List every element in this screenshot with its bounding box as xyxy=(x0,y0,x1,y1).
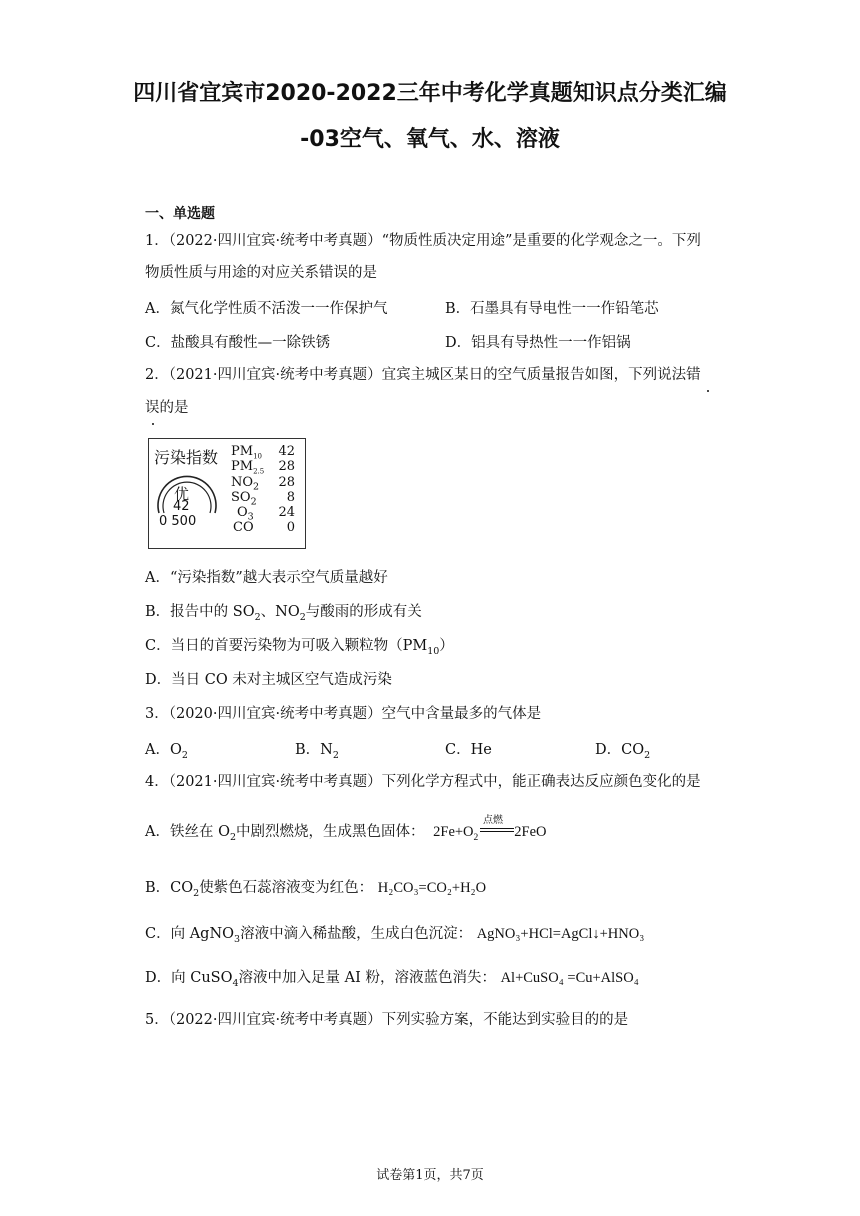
q4-stem: 4．（2021·四川宜宾·统考中考真题）下列化学方程式中，能正确表达反应颜色变化的是 xyxy=(145,774,701,790)
q4-option-a: A．铁丝在 $O_2$中剧烈燃烧，生成黑色固体： $2Fe+O_2$ 2FeO xyxy=(145,824,547,843)
pollutant-list xyxy=(231,444,301,536)
q2-option-d: D．当日 CO 未对主城区空气造成污染 xyxy=(145,672,392,688)
q2-option-a: A．“污染指数”越大表示空气质量越好 xyxy=(145,570,388,586)
section-heading: 一、单选题 xyxy=(145,206,215,222)
q1-option-b: B．石墨具有导电性一一作铅笔芯 xyxy=(445,301,659,317)
q3-option-a: A．$O_2$ xyxy=(145,742,188,761)
q1-option-d: D．铝具有导热性一一作铝锅 xyxy=(445,335,631,351)
q4-option-c: C．向 AgNO$_3$溶液中滴入稀盐酸，生成白色沉淀： AgNO₃+HCl=AgCl↓+HNO₃ xyxy=(145,926,645,945)
equation-bar xyxy=(480,828,514,829)
equation-d: Al+CuSO₄ =Cu+AlSO₄ xyxy=(500,970,639,986)
page-footer: 试卷第1页，共7页 xyxy=(376,1168,484,1183)
q1-option-a: A．氮气化学性质不活泼一一作保护气 xyxy=(145,301,388,317)
q1-stem-line-1: 1．（2022·四川宜宾·统考中考真题）“物质性质决定用途”是重要的化学观念之一。下列 xyxy=(145,233,701,249)
equation-b: H₂CO₃=CO₂+H₂O xyxy=(377,880,487,896)
q4-option-b: B．$CO_2$使紫色石蕊溶液变为红色： H₂CO₃=CO₂+H₂O xyxy=(145,880,487,899)
q1-stem-line-2: 物质性质与用途的对应关系错误的是 xyxy=(145,265,377,281)
pollutant-row: CO 0 xyxy=(233,520,295,536)
q3-option-b: B．$N_2$ xyxy=(295,742,339,761)
pollutant-row: $NO_2$ 28 xyxy=(231,474,295,493)
aqi-value: 42 xyxy=(173,499,190,514)
equation-bar xyxy=(480,831,514,832)
q1-option-c: C．盐酸具有酸性—一除铁锈 xyxy=(145,335,331,351)
emphasis-dot xyxy=(707,390,709,392)
pollution-index-label: 污染指数 xyxy=(154,448,219,467)
air-quality-report xyxy=(148,438,306,549)
q3-option-d: D．$CO_2$ xyxy=(595,742,651,761)
reaction-condition: 点燃 xyxy=(483,815,503,826)
q3-option-c: C．He xyxy=(445,742,492,758)
equation-c: AgNO₃+HCl=AgCl↓+HNO₃ xyxy=(476,926,645,942)
q2-stem-line-2: 误的是 xyxy=(145,400,189,416)
q3-stem: 3．（2020·四川宜宾·统考中考真题）空气中含量最多的气体是 xyxy=(145,706,542,722)
q2-option-c: C．当日的首要污染物为可吸入颗粒物$(PM_{10})$ xyxy=(145,638,454,657)
aqi-range: 0 500 xyxy=(159,514,197,529)
q2-option-b: B．报告中的 $SO_2$、$NO_2$与酸雨的形成有关 xyxy=(145,604,422,623)
q4-option-d: D．向 CuSO$_4$溶液中加入足量 AI 粉，溶液蓝色消失： Al+CuSO₄ =Cu+AlSO₄ xyxy=(145,970,639,989)
pollutant-row: $PM_{2.5}$ 28 xyxy=(231,459,295,476)
q2-stem-line-1: 2．（2021·四川宜宾·统考中考真题）宜宾主城区某日的空气质量报告如图，下列说法错 xyxy=(145,367,701,383)
q5-stem: 5．（2022·四川宜宾·统考中考真题）下列实验方案，不能达到实验目的的是 xyxy=(145,1012,629,1028)
document-title-line-1: 四川省宜宾市2020-2022三年中考化学真题知识点分类汇编 xyxy=(133,81,727,106)
pollutant-row: $PM_{10}$ 42 xyxy=(231,444,295,461)
pollutant-row: $SO_2$ 8 xyxy=(231,489,295,508)
pollutant-row: $O_3$ 24 xyxy=(237,505,295,523)
document-title-line-2: -03空气、氧气、水、溶液 xyxy=(300,127,560,152)
aqi-grade: 优 xyxy=(174,485,190,503)
emphasis-dot xyxy=(152,423,154,425)
